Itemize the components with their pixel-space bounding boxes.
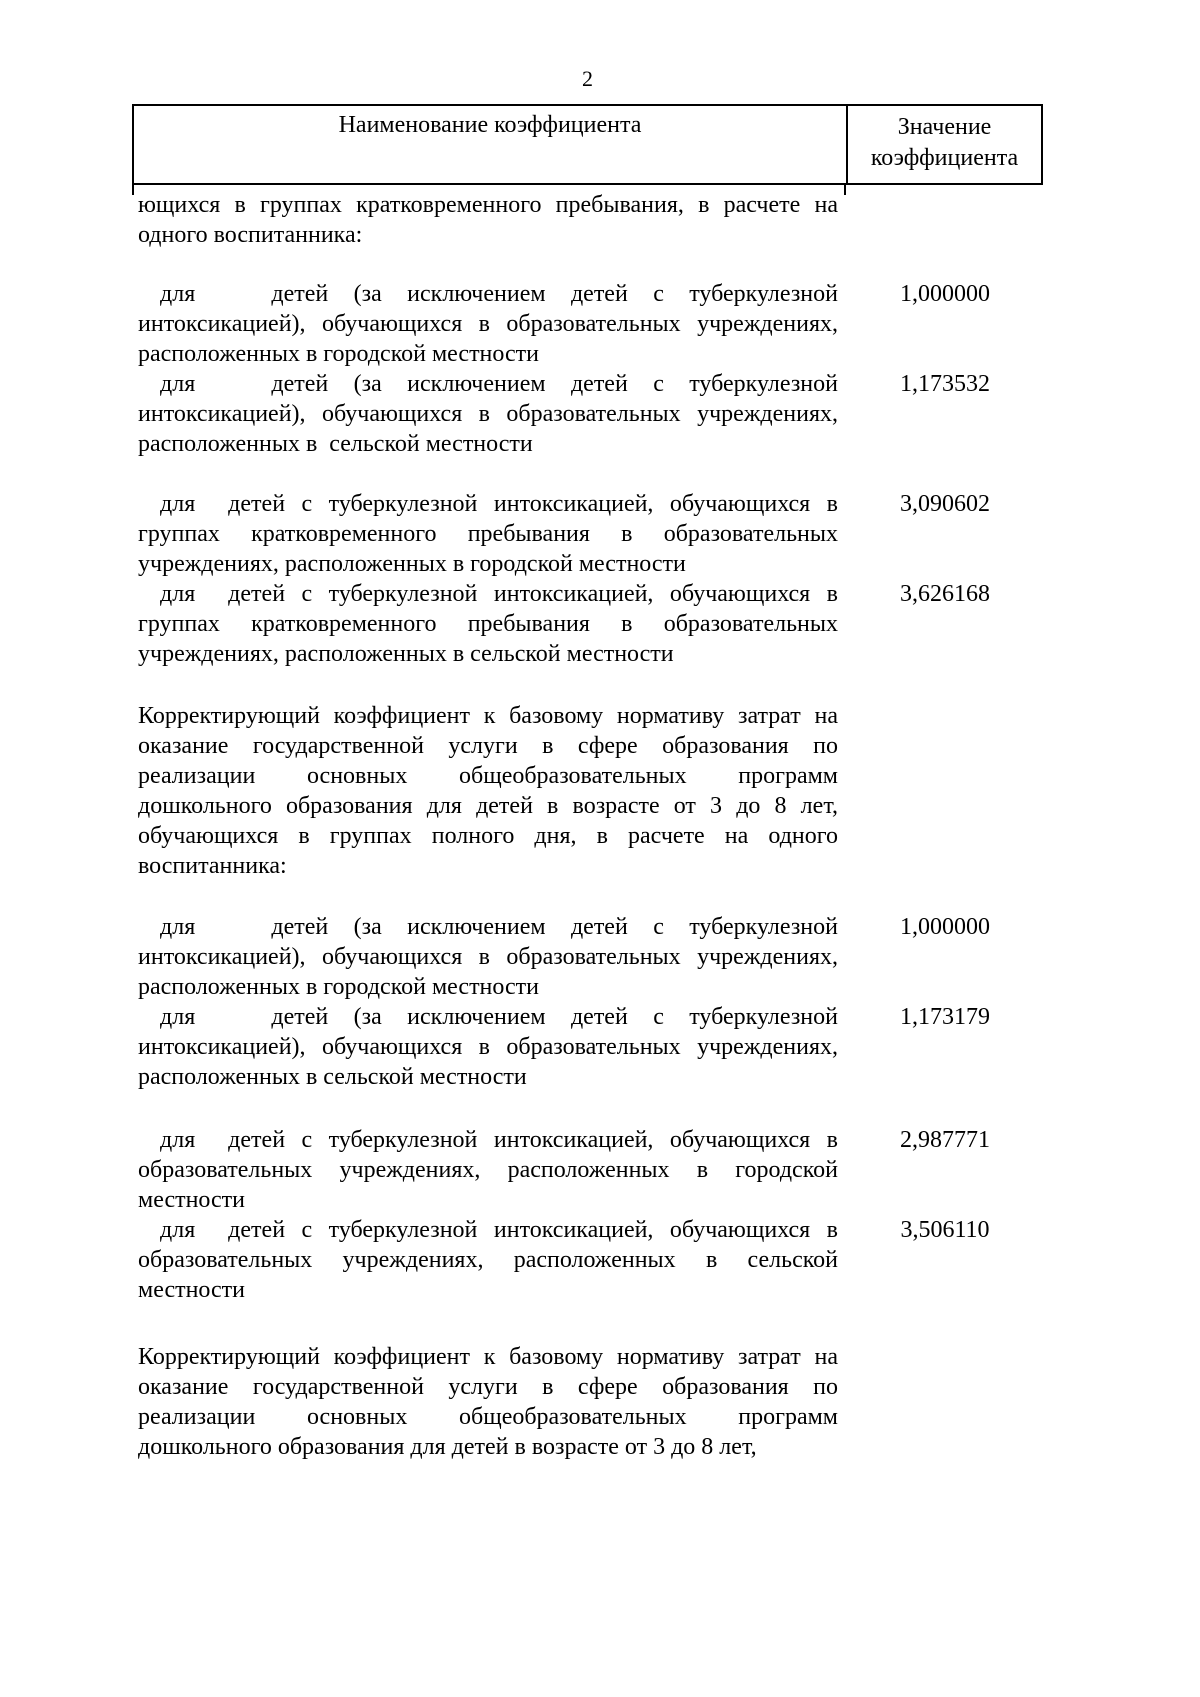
coefficient-row-label: для детей с туберкулезной интоксикацией, обучающихся в образовательных учреждениях, расположенных в городской местности — [138, 1127, 838, 1213]
coefficient-row-label: для детей (за исключением детей с туберкулезной интоксикацией), обучающихся в образовательных учреждениях, расположенных в сельской местности — [138, 371, 838, 457]
coefficient-row-label: для детей (за исключением детей с туберкулезной интоксикацией), обучающихся в образовательных учреждениях, расположенных в городской местности — [138, 914, 838, 1000]
coefficient-row-value: 2,987771 — [900, 1127, 990, 1153]
table-left-border — [132, 183, 134, 195]
coefficient-row-label: для детей (за исключением детей с туберкулезной интоксикацией), обучающихся в образовательных учреждениях, расположенных в сельской местности — [138, 1004, 838, 1090]
coefficient-row-value: 1,000000 — [900, 914, 990, 940]
coefficient-section-heading: Корректирующий коэффициент к базовому нормативу затрат на оказание государственной услуги в сфере образования по реализации основных общеобразовательных программ дошкольного образования для детей в возрасте от 3 до 8 лет, обучающихся в группах полного дня, в расчете на одного воспитанника: — [138, 703, 838, 879]
coefficient-section-heading: Корректирующий коэффициент к базовому нормативу затрат на оказание государственной услуги в сфере образования по реализации основных общеобразовательных программ дошкольного образования для детей в возрасте от 3 до 8 лет, — [138, 1344, 838, 1460]
header-value-line-2: коэффициента — [870, 145, 1019, 171]
coefficient-row-label: для детей с туберкулезной интоксикацией, обучающихся в группах кратковременного пребывания в образовательных учреждениях, расположенных в городской местности — [138, 491, 838, 577]
table-header — [132, 104, 1043, 185]
coefficient-row-value: 1,173532 — [900, 371, 990, 397]
coefficient-row-label: для детей с туберкулезной интоксикацией, обучающихся в группах кратковременного пребывания в образовательных учреждениях, расположенных в сельской местности — [138, 581, 838, 667]
coefficient-row-value: 1,000000 — [900, 281, 990, 307]
header-name-cell: Наименование коэффициента — [338, 112, 642, 138]
coefficient-row-label: для детей с туберкулезной интоксикацией, обучающихся в образовательных учреждениях, расположенных в сельской местности — [138, 1217, 838, 1303]
coefficient-row-value: 1,173179 — [900, 1004, 990, 1030]
coefficient-row-value: 3,626168 — [900, 581, 990, 607]
header-value-line-1: Значение — [897, 114, 992, 140]
header-value-cell — [848, 112, 1041, 174]
coefficient-row-label: для детей (за исключением детей с туберкулезной интоксикацией), обучающихся в образовательных учреждениях, расположенных в городской местности — [138, 281, 838, 367]
table-column-border — [844, 183, 846, 195]
coefficient-section-continuation: ющихся в группах кратковременного пребывания, в расчете на одного воспитанника: — [138, 192, 838, 248]
page-number: 2 — [582, 66, 593, 91]
coefficient-row-value: 3,506110 — [900, 1217, 990, 1243]
coefficient-row-value: 3,090602 — [900, 491, 990, 517]
